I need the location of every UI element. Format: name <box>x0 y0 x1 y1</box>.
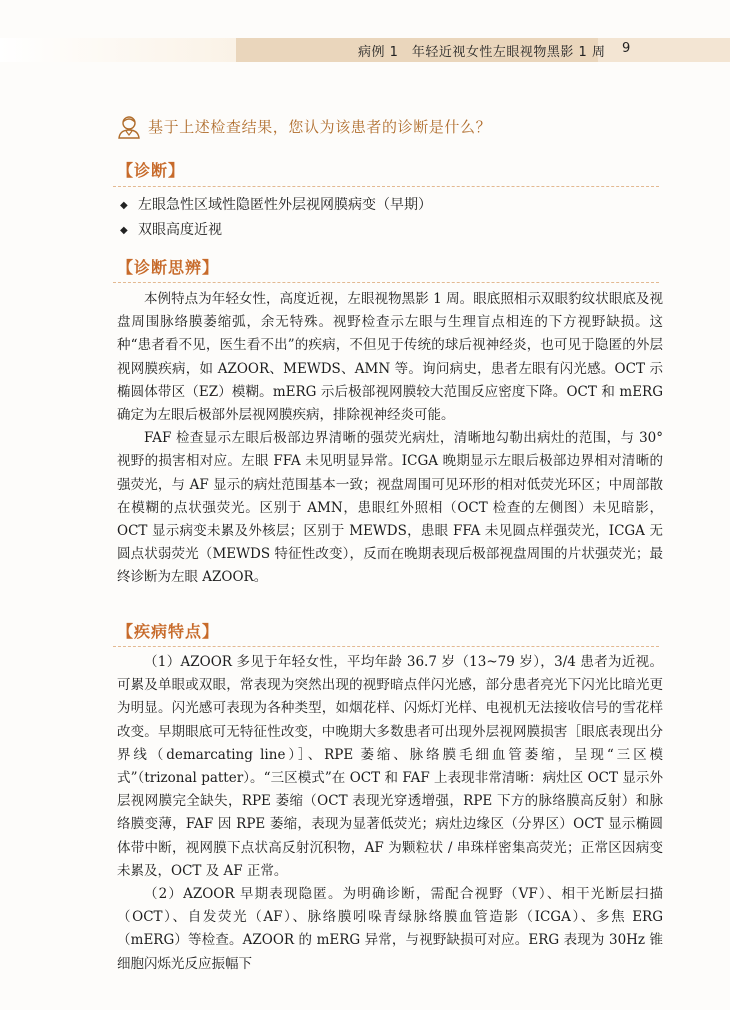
body-paragraph: （2）AZOOR 早期表现隐匿。为明确诊断，需配合视野（VF）、相干光断层扫描（OCT）、自发荧光（AF）、脉络膜吲哚青绿脉络膜血管造影（ICGA）、多焦 ERG（mERG）等检查。AZOOR 的 mERG 异常，与视野缺损可对应。ERG 表现为 30Hz 锥细胞闪烁光反应振幅下 <box>117 886 663 972</box>
section-title-analysis: 【诊断思辨】 <box>117 258 220 277</box>
diagnosis-item <box>120 219 222 239</box>
diamond-bullet-icon: ◆ <box>120 225 128 236</box>
section-title-diagnosis: 【诊断】 <box>117 161 186 180</box>
diagnosis-item-text: 双眼高度近视 <box>138 222 222 238</box>
body-paragraph: （1）AZOOR 多见于年轻女性，平均年龄 36.7 岁（13~79 岁），3/4 患者为近视。可累及单眼或双眼，常表现为突然出现的视野暗点伴闪光感，部分患者亮光下闪光比暗光更为明显。闪光感可表现为各种类型，如烟花样、闪烁灯光样、电视机无法接收信号的雪花样改变。早期眼底可无特征性改变，中晚期大多数患者可出现外层视网膜损害［眼底表现出分界线（demarcating line）］、RPE 萎缩、脉络膜毛细血管萎缩，呈现“三区模式”（trizonal patter）。“三区模式”在 OCT 和 FAF 上表现非常清晰：病灶区 OCT 显示外层视网膜完全缺失，RPE 萎缩（OCT 表现光穿透增强，RPE 下方的脉络膜高反射）和脉络膜变薄，FAF 因 RPE 萎缩，表现为显著低荧光；病灶边缘区（分界区）OCT 显示椭圆体带中断，视网膜下点状高反射沉积物，AF 为颗粒状 / 串珠样密集高荧光；正常区因病变未累及，OCT 及 AF 正常。 <box>117 654 663 879</box>
section-divider <box>113 646 659 648</box>
features-body <box>117 651 663 976</box>
body-paragraph: FAF 检查显示左眼后极部边界清晰的强荧光病灶，清晰地勾勒出病灶的范围，与 30° 视野的损害相对应。左眼 FFA 未见明显异常。ICGA 晚期显示左眼后极部边界相对清晰的强荧光，与 AF 显示的病灶范围基本一致；视盘周围可见环形的相对低荧光环区；中周部散在模糊的点状强荧光。区别于 AMN，患眼红外照相（OCT 检查的左侧图）未见暗影，OCT 显示病变未累及外核层；区别于 MEWDS，患眼 FFA 未见圆点样强荧光，ICGA 无圆点状弱荧光（MEWDS 特征性改变），反而在晚期表现后极部视盘周围的片状强荧光；最终诊断为左眼 AZOOR。 <box>117 430 663 586</box>
page-number: 9 <box>622 41 631 56</box>
section-title-features: 【疾病特点】 <box>117 622 220 641</box>
diagnosis-item <box>120 194 432 214</box>
header-page-tab <box>598 38 730 62</box>
body-paragraph: 本例特点为年轻女性，高度近视，左眼视物黑影 1 周。眼底照相示双眼豹纹状眼底及视盘周围脉络膜萎缩弧，余无特殊。视野检查示左眼与生理盲点相连的下方视野缺损。这种“患者看不见，医生看不出”的疾病，不但见于传统的球后视神经炎，也可见于隐匿的外层视网膜疾病，如 AZOOR、MEWDS、AMN 等。询问病史，患者左眼有闪光感。OCT 示椭圆体带区（EZ）模糊。mERG 示后极部视网膜较大范围反应密度下降。OCT 和 mERG 确定为左眼后极部外层视网膜疾病，排除视神经炎可能。 <box>117 291 663 424</box>
analysis-body <box>117 288 663 590</box>
question-text: 基于上述检查结果，您认为该患者的诊断是什么？ <box>148 118 492 136</box>
section-divider <box>113 186 659 188</box>
section-divider <box>113 282 659 284</box>
doctor-avatar-icon <box>118 115 140 139</box>
diagnosis-item-text: 左眼急性区域性隐匿性外层视网膜病变（早期） <box>138 197 432 213</box>
diamond-bullet-icon: ◆ <box>120 200 128 211</box>
running-head-title: 病例 1 年轻近视女性左眼视物黑影 1 周 <box>358 45 606 60</box>
